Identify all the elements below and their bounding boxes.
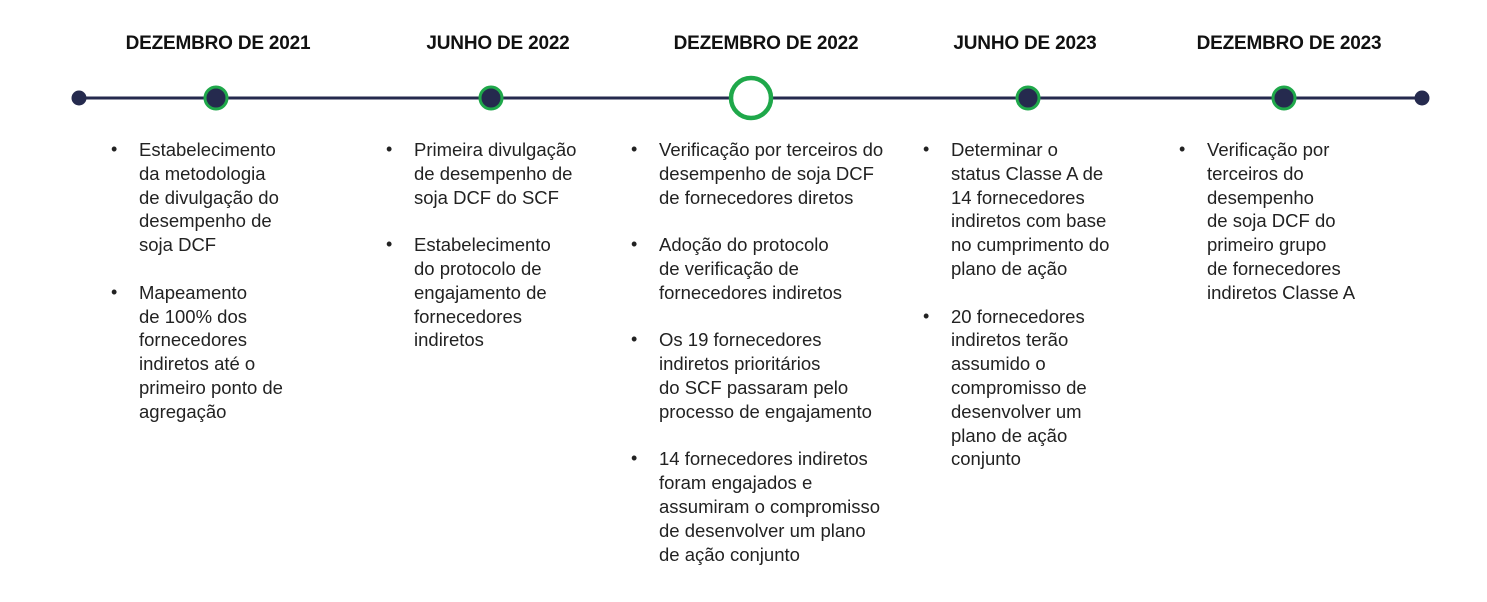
milestone-date-dez-2021: DEZEMBRO DE 2021 [125, 33, 311, 54]
milestone-list-dez-2023 [1179, 138, 1409, 328]
milestone-date-jun-2023: JUNHO DE 2023 [953, 33, 1097, 54]
list-item [631, 447, 916, 566]
timeline-end-dot [1415, 91, 1430, 106]
list-item-text: Adoção do protocolo de verificação de fornecedores indiretos [659, 234, 843, 303]
timeline-node-jun-2022 [480, 87, 502, 109]
milestone-list-jun-2023 [923, 138, 1153, 495]
list-item [631, 138, 916, 209]
list-item [923, 305, 1153, 472]
list-item-text: 20 fornecedores indiretos terão assumido o compromisso de desenvolver um plano de ação conjunto [951, 305, 1087, 470]
timeline-start-dot [72, 91, 87, 106]
list-item-text: Estabelecimento do protocolo de engajamento de fornecedores indiretos [414, 234, 551, 351]
list-item-text: Verificação por terceiros do desempenho de soja DCF de fornecedores diretos [659, 139, 884, 208]
list-item-text: Estabelecimento da metodologia de divulgação do desempenho de soja DCF [139, 139, 279, 256]
timeline-node-jun-2023 [1017, 87, 1039, 109]
timeline-node-dez-2021 [205, 87, 227, 109]
milestone-date-dez-2023: DEZEMBRO DE 2023 [1196, 33, 1382, 54]
milestone-list-dez-2022 [631, 138, 916, 590]
timeline-node-current-dez-2022 [731, 78, 771, 118]
milestone-list-dez-2021 [111, 138, 331, 447]
list-item-text: 14 fornecedores indiretos foram engajados e assumiram o compromisso de desenvolver um plano de ação conjunto [659, 448, 881, 565]
list-item [923, 138, 1153, 281]
list-item [631, 233, 916, 304]
list-item-text: Mapeamento de 100% dos fornecedores indiretos até o primeiro ponto de agregação [139, 281, 283, 422]
list-item-text: Verificação por terceiros do desempenho de soja DCF do primeiro grupo de fornecedores indiretos Classe A [1207, 139, 1356, 303]
list-item [631, 328, 916, 423]
milestone-list-jun-2022 [386, 138, 616, 376]
list-item [111, 138, 331, 257]
list-item [386, 233, 616, 352]
timeline-node-dez-2023 [1273, 87, 1295, 109]
list-item [111, 281, 331, 424]
list-item [1179, 138, 1409, 305]
milestone-date-dez-2022: DEZEMBRO DE 2022 [673, 33, 859, 54]
milestone-date-jun-2022: JUNHO DE 2022 [426, 33, 570, 54]
list-item-text: Determinar o status Classe A de 14 fornecedores indiretos com base no cumprimento do plano de ação [951, 139, 1110, 279]
list-item-text: Os 19 fornecedores indiretos prioritários do SCF passaram pelo processo de engajamento [659, 329, 872, 422]
list-item [386, 138, 616, 209]
list-item-text: Primeira divulgação de desempenho de soja DCF do SCF [414, 139, 577, 208]
